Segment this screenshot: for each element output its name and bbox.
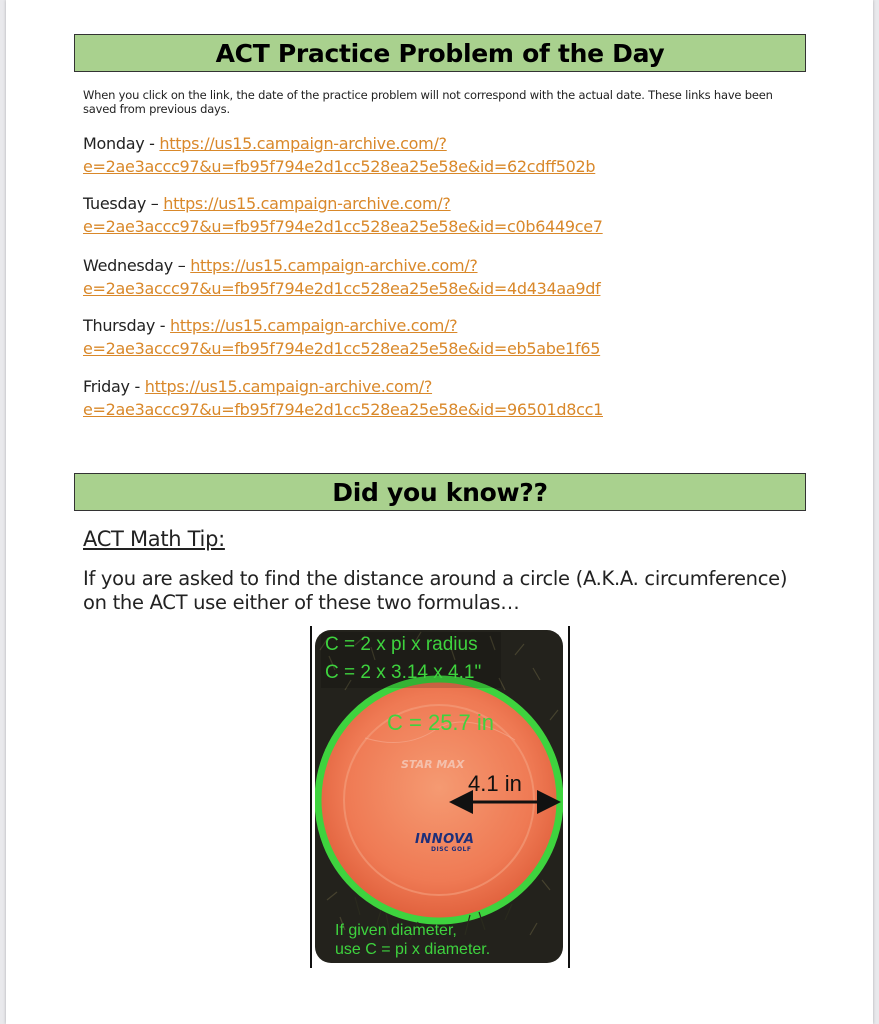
diameter-note-line-2: use C = pi x diameter. <box>335 941 491 958</box>
disc-photo <box>315 630 563 963</box>
day-link-monday <box>83 132 803 178</box>
day-link-friday <box>83 375 803 421</box>
did-you-know-banner <box>74 473 806 511</box>
practice-problem-banner <box>74 34 806 72</box>
day-label: Friday - <box>83 377 145 396</box>
day-label: Tuesday – <box>83 194 164 213</box>
formula-line-1: C = 2 x pi x radius <box>325 634 478 655</box>
practice-link[interactable]: https://us15.campaign-archive.com/?e=2ae3accc97&u=fb95f794e2d1cc528ea25e58e&id=c0b6449ce7 <box>83 194 603 236</box>
tip-heading: ACT Math Tip: <box>83 527 225 551</box>
day-link-wednesday <box>83 254 803 300</box>
practice-link[interactable]: https://us15.campaign-archive.com/?e=2ae3accc97&u=fb95f794e2d1cc528ea25e58e&id=eb5abe1f65 <box>83 316 601 358</box>
frame-line-left <box>310 626 312 968</box>
innova-logo-subtitle: DISC GOLF <box>431 846 472 853</box>
frame-line-right <box>568 626 570 968</box>
day-label: Thursday - <box>83 316 171 335</box>
document-page <box>6 0 873 1024</box>
day-link-thursday <box>83 314 803 360</box>
day-link-tuesday <box>83 192 803 238</box>
diameter-note-line-1: If given diameter, <box>335 922 457 939</box>
practice-link[interactable]: https://us15.campaign-archive.com/?e=2ae3accc97&u=fb95f794e2d1cc528ea25e58e&id=62cdff502b <box>83 134 596 176</box>
day-label: Monday - <box>83 134 160 153</box>
links-note: When you click on the link, the date of the practice problem will not correspond with the actual date. These links have been saved from previous days. <box>83 88 773 116</box>
practice-link[interactable]: https://us15.campaign-archive.com/?e=2ae3accc97&u=fb95f794e2d1cc528ea25e58e&id=4d434aa9df <box>83 256 601 298</box>
radius-label: 4.1 in <box>468 771 522 796</box>
banner-title: ACT Practice Problem of the Day <box>215 38 665 68</box>
tip-text: If you are asked to find the distance around a circle (A.K.A. circumference) on the ACT use either of these two formulas… <box>83 567 788 614</box>
formula-line-2: C = 2 x 3.14 x 4.1" <box>325 662 482 683</box>
banner-title: Did you know?? <box>332 477 548 507</box>
innova-logo: INNOVA <box>415 832 475 847</box>
day-label: Wednesday – <box>83 256 191 275</box>
practice-link[interactable]: https://us15.campaign-archive.com/?e=2ae3accc97&u=fb95f794e2d1cc528ea25e58e&id=96501d8cc1 <box>83 377 603 419</box>
disc-model-logo: STAR MAX <box>401 758 465 771</box>
circumference-result: C = 25.7 in <box>387 710 495 735</box>
